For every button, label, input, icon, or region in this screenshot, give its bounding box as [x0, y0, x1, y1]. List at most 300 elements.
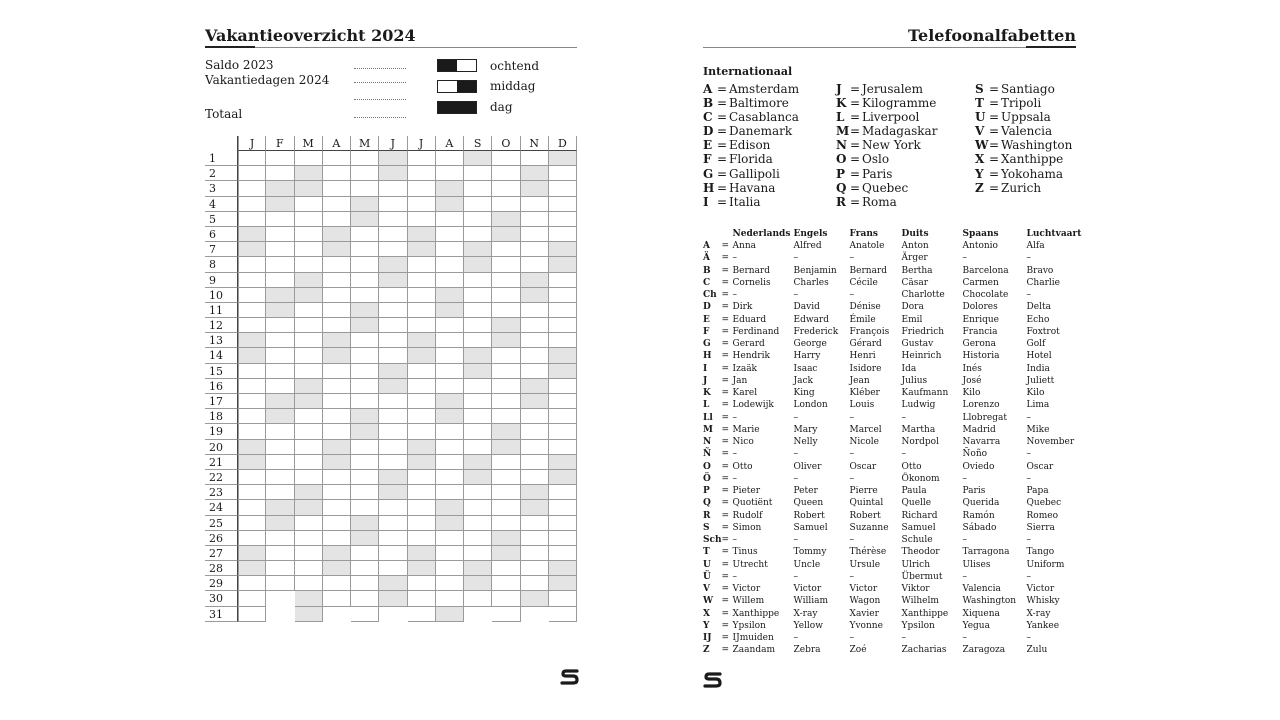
calendar-day-cell[interactable] — [238, 409, 266, 424]
calendar-day-cell[interactable] — [492, 181, 520, 196]
calendar-day-cell[interactable] — [323, 531, 351, 546]
calendar-day-cell[interactable] — [492, 273, 520, 288]
calendar-day-cell[interactable] — [492, 288, 520, 303]
calendar-day-cell[interactable] — [379, 409, 407, 424]
calendar-day-cell[interactable] — [295, 166, 323, 181]
calendar-day-cell[interactable] — [464, 197, 492, 212]
calendar-day-cell[interactable] — [436, 303, 464, 318]
calendar-day-cell[interactable] — [323, 500, 351, 515]
calendar-day-cell[interactable] — [464, 576, 492, 591]
calendar-day-cell[interactable] — [436, 409, 464, 424]
calendar-day-cell[interactable] — [266, 379, 294, 394]
calendar-day-cell[interactable] — [492, 607, 520, 622]
calendar-day-cell[interactable] — [323, 242, 351, 257]
calendar-day-cell[interactable] — [379, 516, 407, 531]
calendar-day-cell[interactable] — [323, 516, 351, 531]
calendar-day-cell[interactable] — [492, 516, 520, 531]
calendar-day-cell[interactable] — [238, 348, 266, 363]
calendar-day-cell[interactable] — [323, 485, 351, 500]
calendar-day-cell[interactable] — [351, 394, 379, 409]
calendar-day-cell[interactable] — [408, 166, 436, 181]
calendar-day-cell[interactable] — [295, 303, 323, 318]
calendar-day-cell[interactable] — [436, 273, 464, 288]
calendar-day-cell[interactable] — [238, 591, 266, 606]
calendar-day-cell[interactable] — [238, 257, 266, 272]
calendar-day-cell[interactable] — [521, 516, 549, 531]
calendar-day-cell[interactable] — [464, 257, 492, 272]
calendar-day-cell[interactable] — [379, 546, 407, 561]
calendar-day-cell[interactable] — [521, 364, 549, 379]
calendar-day-cell[interactable] — [521, 485, 549, 500]
calendar-day-cell[interactable] — [379, 470, 407, 485]
calendar-day-cell[interactable] — [436, 151, 464, 166]
calendar-day-cell[interactable] — [295, 576, 323, 591]
calendar-day-cell[interactable] — [492, 470, 520, 485]
calendar-day-cell[interactable] — [266, 546, 294, 561]
calendar-day-cell[interactable] — [238, 424, 266, 439]
calendar-day-cell[interactable] — [464, 166, 492, 181]
calendar-day-cell[interactable] — [549, 607, 577, 622]
calendar-day-cell[interactable] — [295, 470, 323, 485]
calendar-day-cell[interactable] — [408, 576, 436, 591]
calendar-day-cell[interactable] — [436, 470, 464, 485]
calendar-day-cell[interactable] — [549, 181, 577, 196]
calendar-day-cell[interactable] — [549, 379, 577, 394]
calendar-day-cell[interactable] — [238, 576, 266, 591]
calendar-day-cell[interactable] — [266, 242, 294, 257]
calendar-day-cell[interactable] — [464, 500, 492, 515]
calendar-day-cell[interactable] — [266, 166, 294, 181]
calendar-day-cell[interactable] — [379, 576, 407, 591]
calendar-day-cell[interactable] — [295, 409, 323, 424]
calendar-day-cell[interactable] — [492, 212, 520, 227]
calendar-day-cell[interactable] — [464, 273, 492, 288]
calendar-day-cell[interactable] — [464, 485, 492, 500]
calendar-day-cell[interactable] — [549, 546, 577, 561]
calendar-day-cell[interactable] — [492, 455, 520, 470]
calendar-day-cell[interactable] — [436, 166, 464, 181]
calendar-day-cell[interactable] — [323, 197, 351, 212]
calendar-day-cell[interactable] — [464, 379, 492, 394]
calendar-day-cell[interactable] — [351, 242, 379, 257]
calendar-day-cell[interactable] — [549, 273, 577, 288]
calendar-day-cell[interactable] — [238, 531, 266, 546]
calendar-day-cell[interactable] — [379, 500, 407, 515]
calendar-day-cell[interactable] — [323, 303, 351, 318]
calendar-day-cell[interactable] — [266, 348, 294, 363]
calendar-day-cell[interactable] — [492, 166, 520, 181]
calendar-day-cell[interactable] — [295, 318, 323, 333]
calendar-day-cell[interactable] — [323, 409, 351, 424]
calendar-day-cell[interactable] — [408, 379, 436, 394]
calendar-day-cell[interactable] — [492, 379, 520, 394]
calendar-day-cell[interactable] — [323, 379, 351, 394]
calendar-day-cell[interactable] — [492, 364, 520, 379]
calendar-day-cell[interactable] — [549, 166, 577, 181]
calendar-day-cell[interactable] — [295, 273, 323, 288]
calendar-day-cell[interactable] — [549, 409, 577, 424]
calendar-day-cell[interactable] — [408, 242, 436, 257]
calendar-day-cell[interactable] — [464, 333, 492, 348]
calendar-day-cell[interactable] — [521, 394, 549, 409]
calendar-day-cell[interactable] — [436, 591, 464, 606]
calendar-day-cell[interactable] — [323, 546, 351, 561]
calendar-day-cell[interactable] — [238, 379, 266, 394]
calendar-day-cell[interactable] — [464, 470, 492, 485]
calendar-day-cell[interactable] — [521, 151, 549, 166]
calendar-day-cell[interactable] — [238, 546, 266, 561]
calendar-day-cell[interactable] — [323, 470, 351, 485]
calendar-day-cell[interactable] — [351, 500, 379, 515]
calendar-day-cell[interactable] — [295, 424, 323, 439]
calendar-day-cell[interactable] — [379, 181, 407, 196]
calendar-day-cell[interactable] — [266, 500, 294, 515]
calendar-day-cell[interactable] — [464, 242, 492, 257]
calendar-day-cell[interactable] — [408, 197, 436, 212]
calendar-day-cell[interactable] — [521, 576, 549, 591]
calendar-day-cell[interactable] — [408, 531, 436, 546]
calendar-day-cell[interactable] — [549, 242, 577, 257]
calendar-day-cell[interactable] — [436, 424, 464, 439]
calendar-day-cell[interactable] — [521, 181, 549, 196]
calendar-day-cell[interactable] — [295, 348, 323, 363]
calendar-day-cell[interactable] — [408, 500, 436, 515]
calendar-day-cell[interactable] — [266, 455, 294, 470]
calendar-day-cell[interactable] — [549, 531, 577, 546]
calendar-day-cell[interactable] — [351, 318, 379, 333]
calendar-day-cell[interactable] — [492, 151, 520, 166]
calendar-day-cell[interactable] — [351, 424, 379, 439]
calendar-day-cell[interactable] — [464, 591, 492, 606]
calendar-day-cell[interactable] — [266, 227, 294, 242]
calendar-day-cell[interactable] — [266, 273, 294, 288]
calendar-day-cell[interactable] — [238, 516, 266, 531]
calendar-day-cell[interactable] — [549, 470, 577, 485]
calendar-day-cell[interactable] — [492, 440, 520, 455]
calendar-day-cell[interactable] — [549, 333, 577, 348]
calendar-day-cell[interactable] — [436, 607, 464, 622]
calendar-day-cell[interactable] — [295, 531, 323, 546]
calendar-day-cell[interactable] — [436, 227, 464, 242]
calendar-day-cell[interactable] — [379, 242, 407, 257]
calendar-day-cell[interactable] — [521, 440, 549, 455]
calendar-day-cell[interactable] — [549, 440, 577, 455]
calendar-day-cell[interactable] — [351, 516, 379, 531]
calendar-day-cell[interactable] — [549, 151, 577, 166]
calendar-day-cell[interactable] — [323, 288, 351, 303]
calendar-day-cell[interactable] — [408, 470, 436, 485]
calendar-day-cell[interactable] — [266, 531, 294, 546]
calendar-day-cell[interactable] — [266, 516, 294, 531]
calendar-day-cell[interactable] — [408, 333, 436, 348]
calendar-day-cell[interactable] — [379, 288, 407, 303]
calendar-day-cell[interactable] — [408, 257, 436, 272]
calendar-day-cell[interactable] — [464, 424, 492, 439]
calendar-day-cell[interactable] — [408, 424, 436, 439]
calendar-day-cell[interactable] — [266, 288, 294, 303]
calendar-day-cell[interactable] — [266, 409, 294, 424]
calendar-day-cell[interactable] — [492, 500, 520, 515]
calendar-day-cell[interactable] — [266, 440, 294, 455]
calendar-day-cell[interactable] — [323, 212, 351, 227]
calendar-day-cell[interactable] — [549, 197, 577, 212]
calendar-day-cell[interactable] — [266, 257, 294, 272]
calendar-day-cell[interactable] — [323, 394, 351, 409]
calendar-day-cell[interactable] — [549, 516, 577, 531]
calendar-day-cell[interactable] — [379, 424, 407, 439]
calendar-day-cell[interactable] — [408, 318, 436, 333]
calendar-day-cell[interactable] — [436, 181, 464, 196]
calendar-day-cell[interactable] — [492, 303, 520, 318]
calendar-day-cell[interactable] — [436, 516, 464, 531]
calendar-day-cell[interactable] — [323, 181, 351, 196]
calendar-day-cell[interactable] — [351, 151, 379, 166]
calendar-day-cell[interactable] — [295, 591, 323, 606]
calendar-day-cell[interactable] — [351, 561, 379, 576]
calendar-day-cell[interactable] — [464, 181, 492, 196]
calendar-day-cell[interactable] — [408, 485, 436, 500]
calendar-day-cell[interactable] — [408, 303, 436, 318]
calendar-day-cell[interactable] — [351, 409, 379, 424]
calendar-day-cell[interactable] — [549, 212, 577, 227]
calendar-day-cell[interactable] — [408, 227, 436, 242]
calendar-day-cell[interactable] — [379, 455, 407, 470]
calendar-day-cell[interactable] — [521, 318, 549, 333]
calendar-day-cell[interactable] — [464, 318, 492, 333]
calendar-day-cell[interactable] — [408, 151, 436, 166]
calendar-day-cell[interactable] — [379, 364, 407, 379]
calendar-day-cell[interactable] — [379, 485, 407, 500]
calendar-day-cell[interactable] — [351, 591, 379, 606]
calendar-day-cell[interactable] — [351, 546, 379, 561]
calendar-day-cell[interactable] — [464, 212, 492, 227]
calendar-day-cell[interactable] — [492, 242, 520, 257]
calendar-day-cell[interactable] — [408, 212, 436, 227]
calendar-day-cell[interactable] — [266, 212, 294, 227]
calendar-day-cell[interactable] — [492, 591, 520, 606]
calendar-day-cell[interactable] — [521, 227, 549, 242]
calendar-day-cell[interactable] — [323, 166, 351, 181]
calendar-day-cell[interactable] — [295, 607, 323, 622]
calendar-day-cell[interactable] — [492, 333, 520, 348]
calendar-day-cell[interactable] — [323, 440, 351, 455]
calendar-day-cell[interactable] — [521, 303, 549, 318]
calendar-day-cell[interactable] — [408, 348, 436, 363]
calendar-day-cell[interactable] — [266, 151, 294, 166]
calendar-day-cell[interactable] — [379, 197, 407, 212]
calendar-day-cell[interactable] — [436, 561, 464, 576]
calendar-day-cell[interactable] — [549, 455, 577, 470]
calendar-day-cell[interactable] — [549, 500, 577, 515]
calendar-day-cell[interactable] — [379, 440, 407, 455]
calendar-day-cell[interactable] — [323, 424, 351, 439]
calendar-day-cell[interactable] — [238, 485, 266, 500]
calendar-day-cell[interactable] — [266, 576, 294, 591]
calendar-day-cell[interactable] — [521, 212, 549, 227]
calendar-day-cell[interactable] — [323, 273, 351, 288]
calendar-day-cell[interactable] — [238, 455, 266, 470]
calendar-day-cell[interactable] — [351, 576, 379, 591]
calendar-day-cell[interactable] — [464, 303, 492, 318]
calendar-day-cell[interactable] — [379, 394, 407, 409]
calendar-day-cell[interactable] — [521, 546, 549, 561]
calendar-day-cell[interactable] — [549, 591, 577, 606]
calendar-day-cell[interactable] — [521, 561, 549, 576]
calendar-day-cell[interactable] — [464, 409, 492, 424]
calendar-day-cell[interactable] — [295, 379, 323, 394]
calendar-day-cell[interactable] — [238, 440, 266, 455]
calendar-day-cell[interactable] — [464, 364, 492, 379]
calendar-day-cell[interactable] — [492, 561, 520, 576]
calendar-day-cell[interactable] — [464, 516, 492, 531]
calendar-day-cell[interactable] — [408, 546, 436, 561]
calendar-day-cell[interactable] — [351, 303, 379, 318]
calendar-day-cell[interactable] — [436, 379, 464, 394]
calendar-day-cell[interactable] — [521, 288, 549, 303]
calendar-day-cell[interactable] — [436, 242, 464, 257]
calendar-day-cell[interactable] — [295, 242, 323, 257]
calendar-day-cell[interactable] — [408, 181, 436, 196]
calendar-day-cell[interactable] — [351, 197, 379, 212]
calendar-day-cell[interactable] — [549, 424, 577, 439]
calendar-day-cell[interactable] — [408, 288, 436, 303]
calendar-day-cell[interactable] — [238, 607, 266, 622]
calendar-day-cell[interactable] — [408, 364, 436, 379]
calendar-day-cell[interactable] — [521, 409, 549, 424]
calendar-day-cell[interactable] — [492, 394, 520, 409]
calendar-day-cell[interactable] — [464, 227, 492, 242]
calendar-day-cell[interactable] — [464, 531, 492, 546]
calendar-day-cell[interactable] — [351, 166, 379, 181]
calendar-day-cell[interactable] — [266, 470, 294, 485]
calendar-day-cell[interactable] — [521, 531, 549, 546]
calendar-day-cell[interactable] — [238, 561, 266, 576]
calendar-day-cell[interactable] — [266, 364, 294, 379]
calendar-day-cell[interactable] — [295, 197, 323, 212]
calendar-day-cell[interactable] — [266, 303, 294, 318]
calendar-day-cell[interactable] — [351, 455, 379, 470]
calendar-day-cell[interactable] — [351, 485, 379, 500]
calendar-day-cell[interactable] — [549, 364, 577, 379]
calendar-day-cell[interactable] — [238, 394, 266, 409]
calendar-day-cell[interactable] — [408, 394, 436, 409]
calendar-day-cell[interactable] — [436, 576, 464, 591]
calendar-day-cell[interactable] — [323, 227, 351, 242]
calendar-day-cell[interactable] — [238, 364, 266, 379]
calendar-day-cell[interactable] — [436, 394, 464, 409]
calendar-day-cell[interactable] — [549, 257, 577, 272]
calendar-day-cell[interactable] — [464, 440, 492, 455]
calendar-day-cell[interactable] — [436, 288, 464, 303]
calendar-day-cell[interactable] — [351, 364, 379, 379]
calendar-day-cell[interactable] — [379, 151, 407, 166]
calendar-day-cell[interactable] — [351, 348, 379, 363]
calendar-day-cell[interactable] — [266, 424, 294, 439]
calendar-day-cell[interactable] — [351, 227, 379, 242]
calendar-day-cell[interactable] — [492, 546, 520, 561]
calendar-day-cell[interactable] — [521, 166, 549, 181]
calendar-day-cell[interactable] — [379, 379, 407, 394]
calendar-day-cell[interactable] — [464, 151, 492, 166]
calendar-day-cell[interactable] — [238, 303, 266, 318]
calendar-day-cell[interactable] — [266, 485, 294, 500]
calendar-day-cell[interactable] — [295, 364, 323, 379]
calendar-day-cell[interactable] — [238, 212, 266, 227]
calendar-day-cell[interactable] — [323, 318, 351, 333]
calendar-day-cell[interactable] — [492, 409, 520, 424]
calendar-day-cell[interactable] — [464, 394, 492, 409]
calendar-day-cell[interactable] — [408, 455, 436, 470]
calendar-day-cell[interactable] — [436, 455, 464, 470]
vakantiedagen-field[interactable] — [354, 82, 406, 83]
totaal-field[interactable] — [354, 117, 406, 118]
calendar-day-cell[interactable] — [379, 591, 407, 606]
calendar-day-cell[interactable] — [295, 394, 323, 409]
calendar-day-cell[interactable] — [521, 379, 549, 394]
calendar-day-cell[interactable] — [351, 531, 379, 546]
calendar-day-cell[interactable] — [323, 561, 351, 576]
calendar-day-cell[interactable] — [295, 288, 323, 303]
calendar-day-cell[interactable] — [295, 546, 323, 561]
calendar-day-cell[interactable] — [295, 455, 323, 470]
calendar-day-cell[interactable] — [238, 242, 266, 257]
calendar-day-cell[interactable] — [266, 197, 294, 212]
calendar-day-cell[interactable] — [379, 531, 407, 546]
calendar-day-cell[interactable] — [351, 181, 379, 196]
calendar-day-cell[interactable] — [379, 257, 407, 272]
calendar-day-cell[interactable] — [238, 181, 266, 196]
calendar-day-cell[interactable] — [351, 379, 379, 394]
calendar-day-cell[interactable] — [351, 288, 379, 303]
calendar-day-cell[interactable] — [351, 607, 379, 622]
calendar-day-cell[interactable] — [351, 333, 379, 348]
calendar-day-cell[interactable] — [521, 197, 549, 212]
calendar-day-cell[interactable] — [351, 212, 379, 227]
calendar-day-cell[interactable] — [492, 424, 520, 439]
calendar-day-cell[interactable] — [323, 576, 351, 591]
calendar-day-cell[interactable] — [379, 303, 407, 318]
calendar-day-cell[interactable] — [351, 273, 379, 288]
calendar-day-cell[interactable] — [266, 394, 294, 409]
calendar-day-cell[interactable] — [464, 455, 492, 470]
calendar-day-cell[interactable] — [521, 242, 549, 257]
calendar-day-cell[interactable] — [492, 576, 520, 591]
calendar-day-cell[interactable] — [379, 561, 407, 576]
calendar-day-cell[interactable] — [238, 318, 266, 333]
calendar-day-cell[interactable] — [549, 576, 577, 591]
calendar-day-cell[interactable] — [549, 561, 577, 576]
calendar-day-cell[interactable] — [408, 409, 436, 424]
calendar-day-cell[interactable] — [464, 561, 492, 576]
calendar-day-cell[interactable] — [492, 197, 520, 212]
calendar-day-cell[interactable] — [521, 424, 549, 439]
calendar-day-cell[interactable] — [436, 197, 464, 212]
calendar-day-cell[interactable] — [323, 364, 351, 379]
calendar-day-cell[interactable] — [436, 546, 464, 561]
calendar-day-cell[interactable] — [549, 348, 577, 363]
calendar-day-cell[interactable] — [323, 257, 351, 272]
calendar-day-cell[interactable] — [238, 470, 266, 485]
calendar-day-cell[interactable] — [436, 531, 464, 546]
calendar-day-cell[interactable] — [549, 485, 577, 500]
calendar-day-cell[interactable] — [492, 257, 520, 272]
calendar-day-cell[interactable] — [295, 516, 323, 531]
calendar-day-cell[interactable] — [408, 607, 436, 622]
calendar-day-cell[interactable] — [379, 227, 407, 242]
calendar-day-cell[interactable] — [492, 485, 520, 500]
calendar-day-cell[interactable] — [295, 212, 323, 227]
calendar-day-cell[interactable] — [295, 151, 323, 166]
